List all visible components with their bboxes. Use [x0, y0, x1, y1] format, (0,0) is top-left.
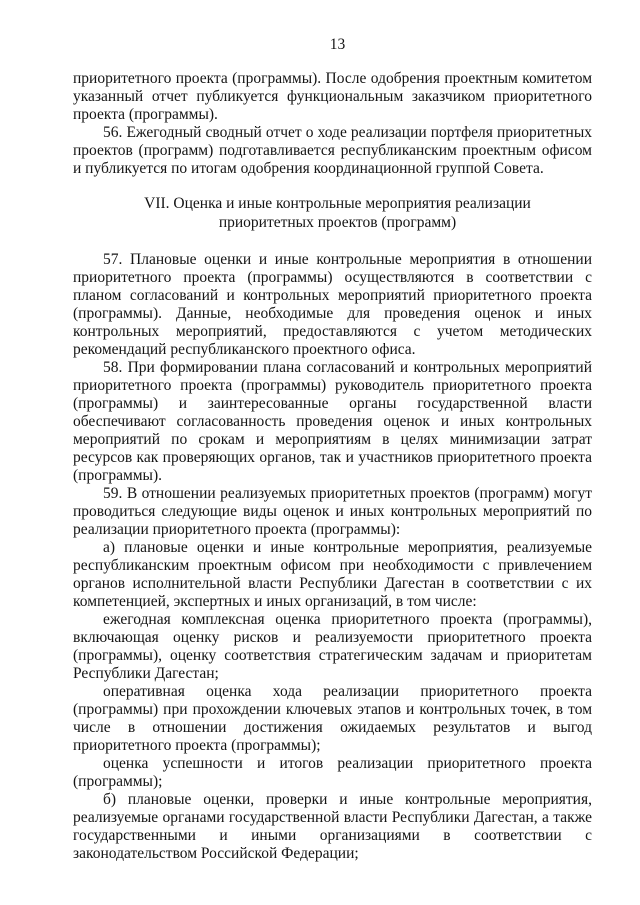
- paragraph-59: 59. В отношении реализуемых приоритетных проектов (программ) могут проводиться следующие виды оценок и иных контрольных мероприятий по реализации приоритетного проекта (программы):: [73, 485, 592, 538]
- paragraph-57: 57. Плановые оценки и иные контрольные мероприятия в отношении приоритетного проекта (программы) осуществляются в соответствии с планом согласований и контрольных мероприятий приоритетного проекта (программы). Данные, необходимые для проведения оценок и иных контрольных мероприятий, предоставляются с учетом методических рекомендаций республиканского проектного офиса.: [73, 251, 592, 358]
- paragraph-continuation: приоритетного проекта (программы). После одобрения проектным комитетом указанный отчет публикуется функциональным заказчиком приоритетного проекта (программы).: [73, 70, 592, 123]
- paragraph-59-a: а) плановые оценки и иные контрольные мероприятия, реализуемые республиканским проектным офисом при необходимости с привлечением органов исполнительной власти Республики Дагестан в соответствии с их компетенцией, экспертных и иных организаций, в том числе:: [73, 539, 592, 610]
- paragraph-56: 56. Ежегодный сводный отчет о ходе реализации портфеля приоритетных проектов (программ) подготавливается республиканским проектным офисом и публикуется по итогам одобрения координационной группой Совета.: [73, 124, 592, 177]
- paragraph-operational-assessment: оперативная оценка хода реализации приоритетного проекта (программы) при прохождении ключевых этапов и контрольных точек, в том числе в отношении достижения ожидаемых результатов и выгод приоритетного проекта (программы);: [73, 683, 592, 754]
- page-number: 13: [329, 36, 346, 53]
- paragraph-annual-assessment: ежегодная комплексная оценка приоритетного проекта (программы), включающая оценку рисков и реализуемости приоритетного проекта (программы), оценку соответствия стратегическим задачам и приоритетам Республики Дагестан;: [73, 611, 592, 682]
- paragraph-success-assessment: оценка успешности и итогов реализации приоритетного проекта (программы);: [73, 755, 592, 790]
- section-heading-line-1: VII. Оценка и иные контрольные мероприятия реализации: [144, 195, 531, 212]
- section-heading-line-2: приоритетных проектов (программ): [218, 214, 457, 231]
- section-heading: [73, 194, 592, 232]
- paragraph-58: 58. При формировании плана согласований и контрольных мероприятий приоритетного проекта (программы) руководитель приоритетного проекта (программы) и заинтересованные органы государственной власти обеспечивают согласованность проведения оценок и иных контрольных мероприятий по срокам и мероприятиям в целях минимизации затрат ресурсов как проверяющих органов, так и участников приоритетного проекта (программы).: [73, 359, 592, 484]
- paragraph-59-b: б) плановые оценки, проверки и иные контрольные мероприятия, реализуемые органами государственной власти Республики Дагестан, а также государственными и иными организациями в соответствии с законодательством Российской Федерации;: [73, 791, 592, 862]
